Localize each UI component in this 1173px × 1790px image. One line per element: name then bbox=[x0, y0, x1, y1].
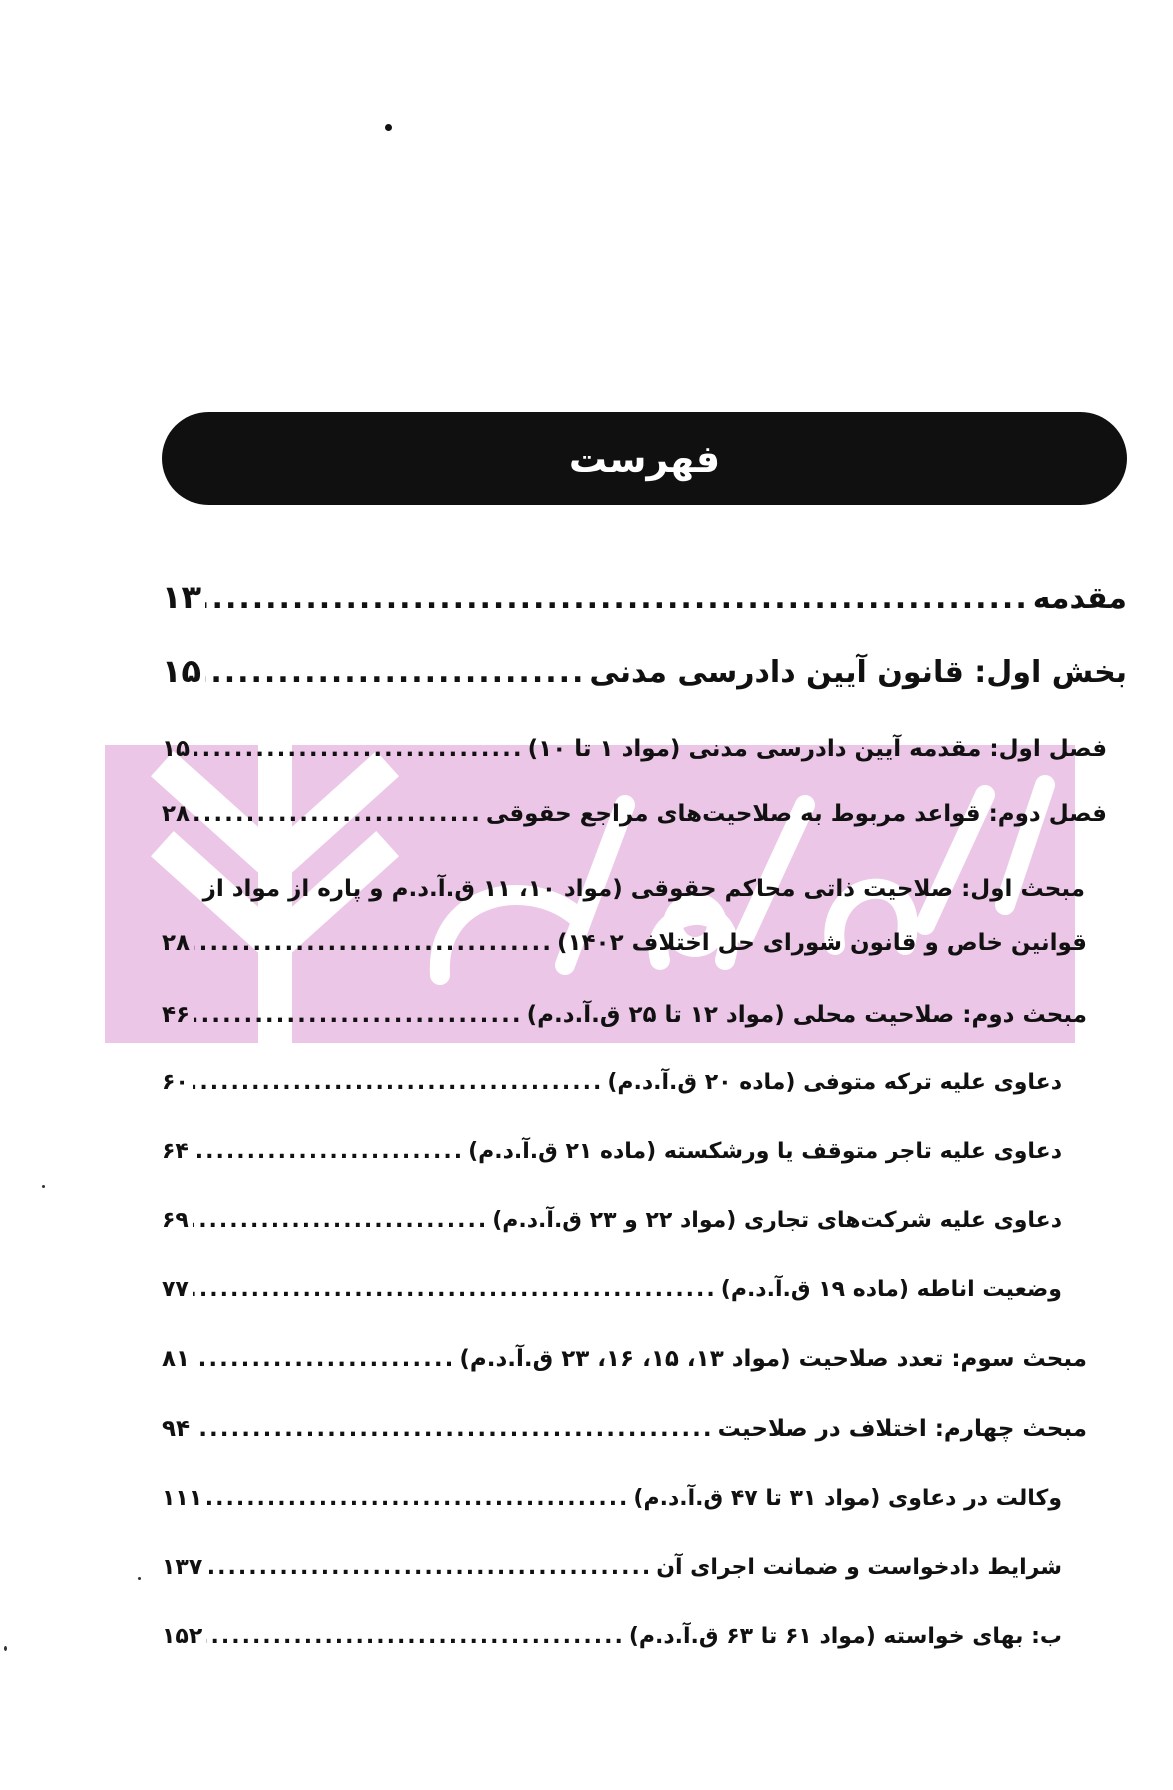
toc-entry-title: فصل اول: مقدمه آیین دادرسی مدنی (مواد ۱ تا ۱۰) bbox=[527, 736, 1107, 762]
toc-entry-title-line1: مبحث اول: صلاحیت ذاتی محاکم حقوقی (مواد ۱۰، ۱۱ ق.آ.د.م و پاره از مواد از bbox=[202, 876, 1085, 902]
toc-entry-title: وضعیت اناطه (ماده ۱۹ ق.آ.د.م) bbox=[720, 1277, 1062, 1302]
toc-entry-title: قوانین خاص و قانون شورای حل اختلاف ۱۴۰۲) bbox=[556, 930, 1087, 956]
toc-entry-subsection[interactable] bbox=[162, 1070, 1062, 1106]
toc-entry-subsection[interactable] bbox=[162, 1555, 1062, 1591]
toc-page-number: ۱۱۱ bbox=[162, 1486, 203, 1511]
toc-page-number: ۲۸ bbox=[162, 930, 191, 956]
dot-leader bbox=[193, 1070, 603, 1095]
toc-entry-title: بخش اول: قانون آیین دادرسی مدنی bbox=[589, 655, 1127, 690]
toc-entry-title: دعاوی علیه ترکه متوفی (ماده ۲۰ ق.آ.د.م) bbox=[607, 1070, 1062, 1095]
contents-header-bar bbox=[162, 412, 1127, 505]
toc-entry-section-two[interactable] bbox=[162, 1002, 1087, 1038]
dot-leader bbox=[194, 801, 482, 827]
toc-page-number: ۲۸ bbox=[162, 801, 191, 827]
dot-leader bbox=[194, 1002, 523, 1028]
toc-page-number: ۶۴ bbox=[162, 1139, 189, 1164]
toc-entry-title: ب: بهای خواسته (مواد ۶۱ تا ۶۳ ق.آ.د.م) bbox=[628, 1624, 1062, 1649]
toc-entry-part-one[interactable] bbox=[162, 652, 1127, 696]
toc-page-number: ۱۵۲ bbox=[162, 1624, 203, 1649]
dot-leader bbox=[194, 1346, 455, 1372]
dot-leader bbox=[205, 581, 1029, 616]
toc-entry-title: دعاوی علیه تاجر متوقف یا ورشکسته (ماده ۲۱ ق.آ.د.م) bbox=[468, 1139, 1062, 1164]
toc-page-number: ۶۰ bbox=[162, 1070, 189, 1095]
toc-page-number: ۱۵ bbox=[162, 736, 191, 762]
toc-page-number: ۷۷ bbox=[162, 1277, 189, 1302]
toc-entry-title: مبحث چهارم: اختلاف در صلاحیت bbox=[717, 1416, 1087, 1442]
dot-leader bbox=[194, 736, 524, 762]
toc-entry-title: فصل دوم: قواعد مربوط به صلاحیت‌های مراجع حقوقی bbox=[485, 801, 1107, 827]
toc-entry-section-four[interactable] bbox=[162, 1416, 1087, 1452]
toc-entry-title: مبحث سوم: تعدد صلاحیت (مواد ۱۳، ۱۵، ۱۶، ۲۳ ق.آ.د.م) bbox=[459, 1346, 1087, 1372]
toc-entry-title: مبحث دوم: صلاحیت محلی (مواد ۱۲ تا ۲۵ ق.آ.د.م) bbox=[526, 1002, 1087, 1028]
toc-entry-subsection[interactable] bbox=[162, 1139, 1062, 1175]
toc-entry-title: شرایط دادخواست و ضمانت اجرای آن bbox=[656, 1555, 1062, 1580]
toc-page-number: ۴۶ bbox=[162, 1002, 191, 1028]
toc-entry-subsection[interactable] bbox=[162, 1486, 1062, 1522]
toc-entry-subsection[interactable] bbox=[162, 1208, 1062, 1244]
toc-page-number: ۶۹ bbox=[162, 1208, 189, 1233]
toc-entry-title: دعاوی علیه شرکت‌های تجاری (مواد ۲۲ و ۲۳ ق.آ.د.م) bbox=[492, 1208, 1062, 1233]
toc-entry-title: مقدمه bbox=[1032, 581, 1127, 616]
toc-page-number: ۸۱ bbox=[162, 1346, 191, 1372]
page-speck bbox=[385, 124, 392, 131]
toc-entry-chapter-two[interactable] bbox=[162, 801, 1107, 837]
dot-leader bbox=[193, 1277, 717, 1302]
dot-leader bbox=[193, 1208, 488, 1233]
page-title: فهرست bbox=[568, 436, 721, 481]
dot-leader bbox=[206, 1486, 629, 1511]
toc-entry-chapter-one[interactable] bbox=[162, 736, 1107, 772]
toc-entry-subsection[interactable] bbox=[162, 1624, 1062, 1660]
dot-leader bbox=[205, 655, 585, 690]
toc-page-number: ۱۳ bbox=[162, 578, 202, 616]
toc-entry-section-three[interactable] bbox=[162, 1346, 1087, 1382]
toc-page-number: ۱۳۷ bbox=[162, 1555, 203, 1580]
toc-entry-title: وکالت در دعاوی (مواد ۳۱ تا ۴۷ ق.آ.د.م) bbox=[633, 1486, 1062, 1511]
dot-leader bbox=[194, 1416, 714, 1442]
dot-leader bbox=[194, 930, 553, 956]
toc-page-number: ۱۵ bbox=[162, 652, 202, 690]
dot-leader bbox=[206, 1624, 625, 1649]
toc-entry-section-one[interactable] bbox=[162, 930, 1087, 966]
dot-leader bbox=[193, 1139, 464, 1164]
dot-leader bbox=[206, 1555, 652, 1580]
toc-entry-introduction[interactable] bbox=[162, 578, 1127, 622]
toc-page-number: ۹۴ bbox=[162, 1416, 191, 1442]
toc-entry-subsection[interactable] bbox=[162, 1277, 1062, 1313]
